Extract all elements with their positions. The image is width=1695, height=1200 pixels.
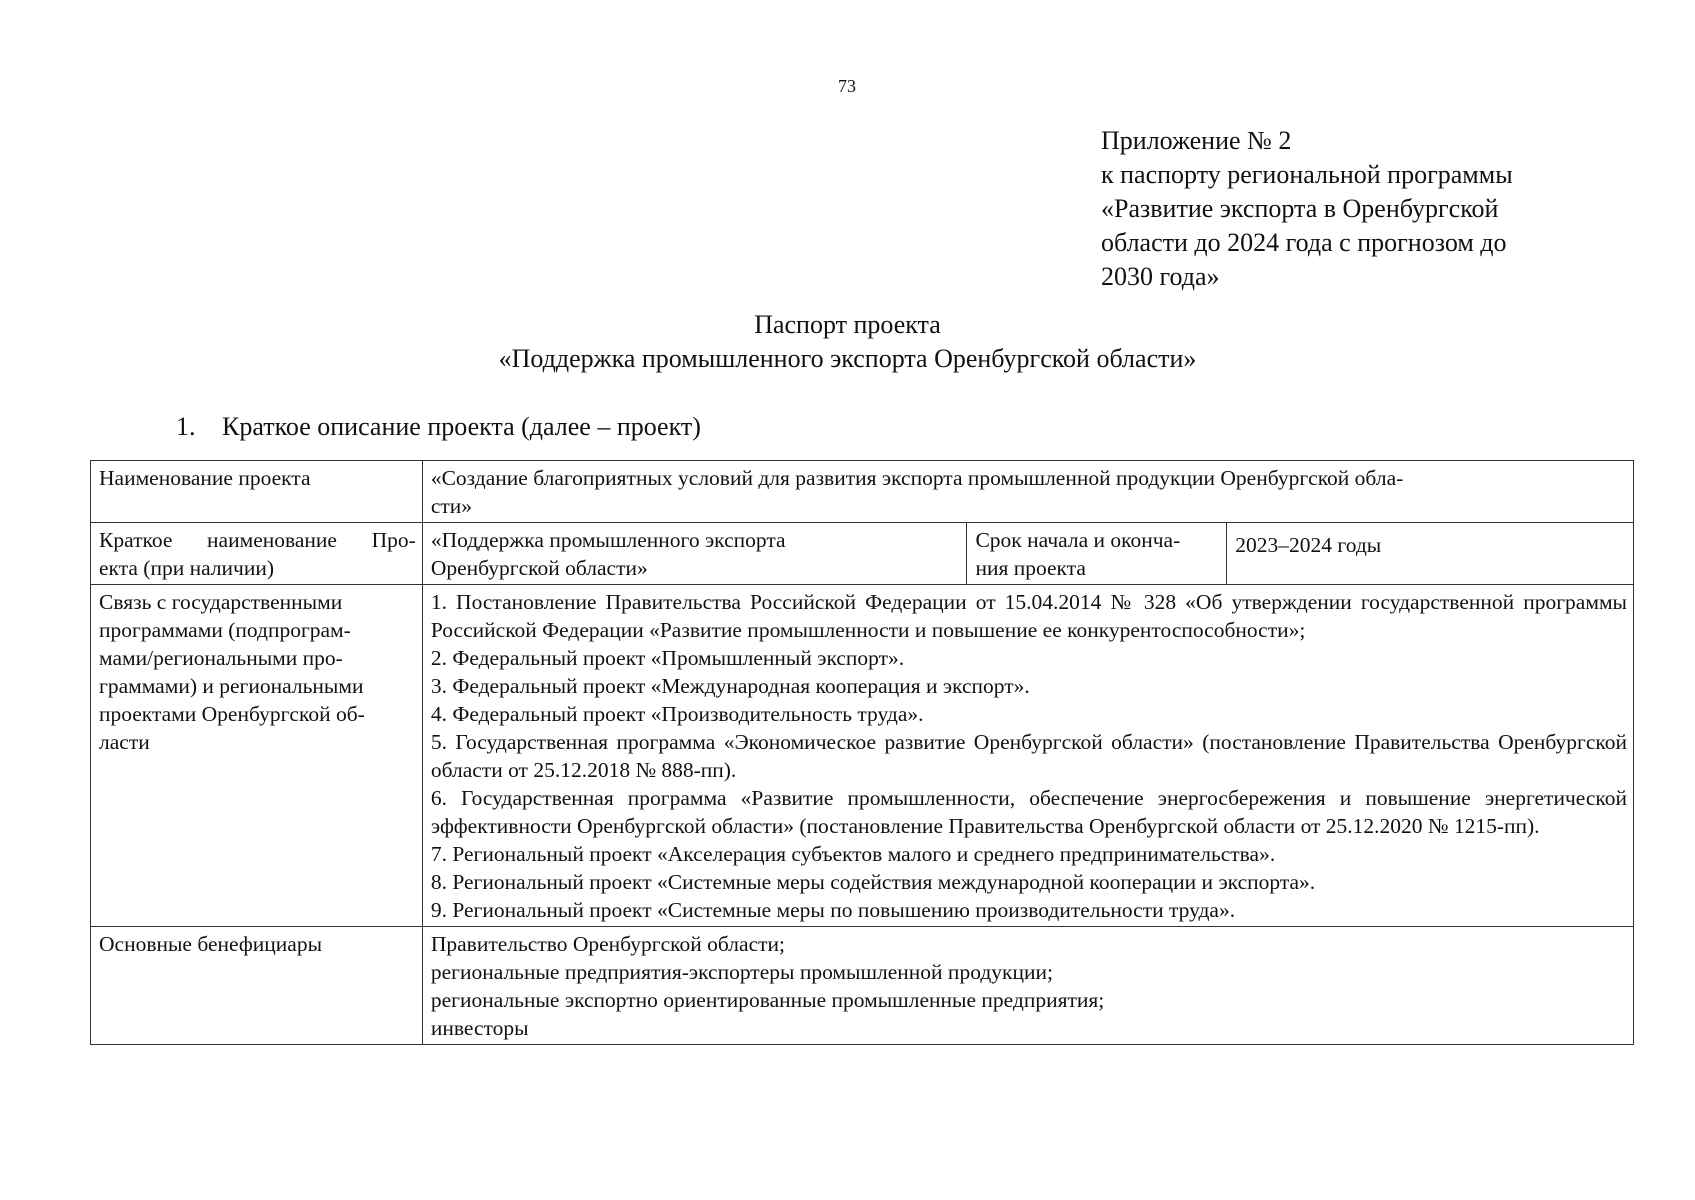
table-row <box>91 461 1634 523</box>
programs-link-label-line: программами (подпрограм- <box>99 618 351 642</box>
table-row <box>91 927 1634 1045</box>
programs-link-label-line: граммами) и региональными <box>99 674 364 698</box>
list-item: инвесторы <box>430 1016 529 1040</box>
section-text: Краткое описание проекта (далее – проект) <box>222 412 701 441</box>
programs-link-label-line: мами/региональными про- <box>99 646 343 670</box>
short-name-value <box>422 523 967 585</box>
list-item: 2. Федеральный проект «Промышленный экспорт». <box>430 646 905 670</box>
table-row <box>91 523 1634 585</box>
section-heading <box>176 410 701 444</box>
project-name-value <box>422 461 1633 523</box>
appendix-line: к паспорту региональной программы <box>1101 160 1513 189</box>
term-value: 2023–2024 годы <box>1227 523 1634 585</box>
list-item: 4. Федеральный проект «Производительность труда». <box>430 702 924 726</box>
appendix-line: «Развитие экспорта в Оренбургской <box>1101 194 1499 223</box>
table-row <box>91 585 1634 927</box>
list-item: 7. Региональный проект «Акселерация субъектов малого и среднего предпринимательства». <box>430 842 1276 866</box>
appendix-line: Приложение № 2 <box>1101 126 1292 155</box>
project-passport-table <box>90 460 1634 1045</box>
short-name-value-line: Оренбургской области» <box>430 556 648 580</box>
programs-link-label-line: проектами Оренбургской об- <box>99 702 365 726</box>
list-item: региональные предприятия-экспортеры промышленной продукции; <box>430 960 1053 984</box>
appendix-line: области до 2024 года с прогнозом до <box>1101 228 1507 257</box>
beneficiaries-label: Основные бенефициары <box>91 927 423 1045</box>
appendix-line: 2030 года» <box>1101 262 1220 291</box>
term-label-line: Срок начала и оконча- <box>975 528 1181 552</box>
term-label-line: ния проекта <box>975 556 1086 580</box>
project-name-value-line: «Создание благоприятных условий для развития экспорта промышленной продукции Оренбургской обла- <box>430 466 1404 490</box>
appendix-block <box>1101 124 1513 294</box>
short-name-label-line: Краткое наименование Про- <box>99 528 416 552</box>
programs-link-label-line: Связь с государственными <box>99 590 343 614</box>
project-name-label: Наименование проекта <box>91 461 423 523</box>
list-item: 6. Государственная программа «Развитие промышленности, обеспечение энергосбережения и повышение энергетической эффективности Оренбургской области» (постановление Правительства Оренбургской области от 25.12.2020 № 1215-пп). <box>430 786 1627 838</box>
programs-link-label <box>91 585 423 927</box>
beneficiaries-list <box>422 927 1633 1045</box>
list-item: региональные экспортно ориентированные промышленные предприятия; <box>430 988 1105 1012</box>
project-name-value-line: сти» <box>430 494 473 518</box>
page-number: 73 <box>838 76 856 96</box>
short-name-label-line: екта (при наличии) <box>99 556 275 580</box>
list-item: 1. Постановление Правительства Российской Федерации от 15.04.2014 № 328 «Об утверждении государственной программы Российской Федерации «Развитие промышленности и повышение ее конкурентоспособности»; <box>430 590 1627 642</box>
term-label <box>967 523 1227 585</box>
document-title <box>0 308 1695 376</box>
list-item: 8. Региональный проект «Системные меры содействия международной кооперации и экспорта». <box>430 870 1316 894</box>
programs-link-list <box>422 585 1633 927</box>
short-name-label <box>91 523 423 585</box>
list-item: Правительство Оренбургской области; <box>430 932 785 956</box>
list-item: 9. Региональный проект «Системные меры по повышению производительности труда». <box>430 898 1236 922</box>
programs-link-label-line: ласти <box>99 730 150 754</box>
title-line-1: Паспорт проекта <box>754 310 941 339</box>
list-item: 5. Государственная программа «Экономическое развитие Оренбургской области» (постановление Правительства Оренбургской области от 25.12.2018 № 888-пп). <box>430 730 1627 782</box>
title-line-2: «Поддержка промышленного экспорта Оренбургской области» <box>498 344 1197 373</box>
short-name-value-line: «Поддержка промышленного экспорта <box>430 528 786 552</box>
list-item: 3. Федеральный проект «Международная кооперация и экспорт». <box>430 674 1030 698</box>
section-number: 1. <box>176 412 196 441</box>
